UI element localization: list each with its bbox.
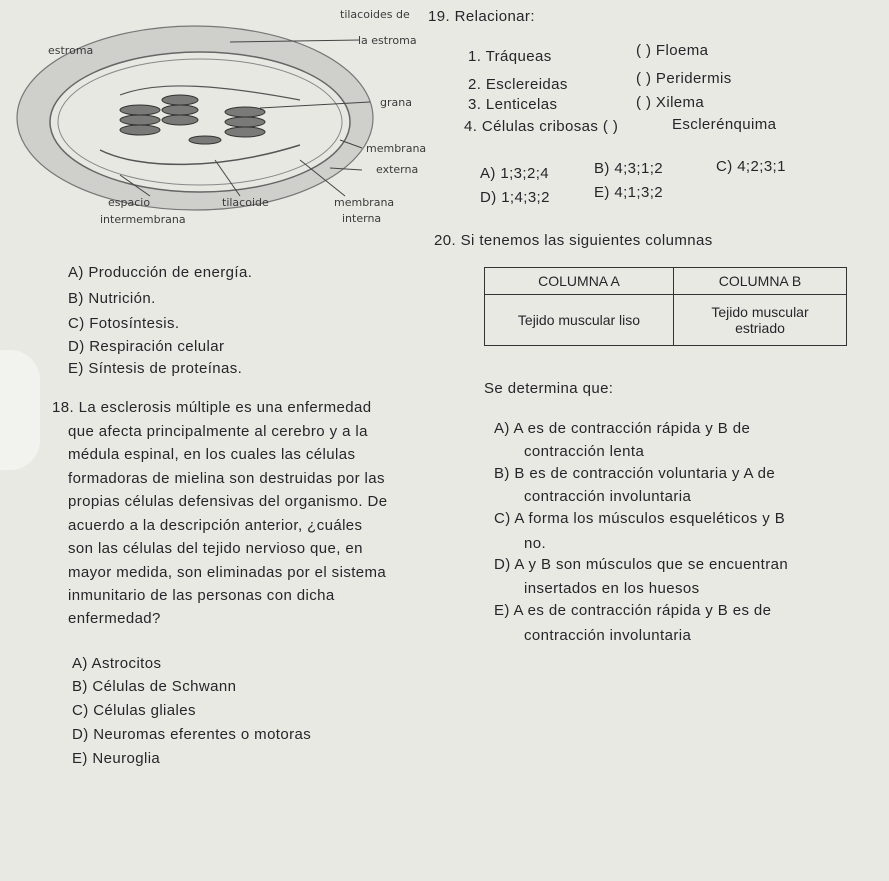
q17-option-c[interactable]: C) Fotosíntesis. — [68, 315, 180, 332]
table-cell-b — [674, 295, 847, 346]
q19-right-1: ( ) Floema — [636, 42, 709, 59]
q18-option-e[interactable]: E) Neuroglia — [72, 750, 161, 767]
label-grana: grana — [380, 96, 412, 109]
q20-option-b-cont: contracción involuntaria — [524, 488, 692, 505]
label-membrana-externa-1: membrana — [366, 142, 427, 155]
table-cell-a: Tejido muscular liso — [485, 295, 674, 346]
label-membrana-externa-2: externa — [376, 163, 419, 176]
q19-left-3: 3. Lenticelas — [468, 96, 558, 113]
q19-answer-a[interactable]: A) 1;3;2;4 — [480, 165, 550, 182]
q18-option-c[interactable]: C) Células gliales — [72, 702, 196, 719]
q19-answer-e[interactable]: E) 4;1;3;2 — [594, 184, 664, 201]
label-estroma-left: estroma — [48, 44, 94, 57]
q18-line-4: formadoras de mielina son destruidas por las — [68, 470, 385, 487]
q18-option-b[interactable]: B) Células de Schwann — [72, 678, 237, 695]
q20-option-c-cont: no. — [524, 535, 547, 552]
q18-line-8: mayor medida, son eliminadas por el sistema — [68, 564, 387, 581]
q18-line-3: médula espinal, en los cuales las células — [68, 446, 356, 463]
table-header-a: COLUMNA A — [485, 268, 674, 295]
q20-option-a[interactable]: A) A es de contracción rápida y B de — [494, 420, 751, 437]
q20-option-e[interactable]: E) A es de contracción rápida y B es de — [494, 602, 772, 619]
q18-option-d[interactable]: D) Neuromas eferentes o motoras — [72, 726, 312, 743]
table-header-row — [485, 268, 847, 295]
q18-line-7: son las células del tejido nervioso que, en — [68, 540, 363, 557]
q20-option-d-cont: insertados en los huesos — [524, 580, 700, 597]
q20-option-b[interactable]: B) B es de contracción voluntaria y A de — [494, 465, 776, 482]
label-estroma-right: la estroma — [358, 34, 417, 47]
q18-line-9: inmunitario de las personas con dicha — [68, 587, 335, 604]
q20-columns-table — [484, 267, 847, 346]
q19-right-2: ( ) Peridermis — [636, 70, 732, 87]
q18-line-1: 18. La esclerosis múltiple es una enfermedad — [52, 399, 372, 416]
q19-left-4: 4. Células cribosas ( ) — [464, 118, 619, 135]
q17-option-a[interactable]: A) Producción de energía. — [68, 264, 253, 281]
q19-title: 19. Relacionar: — [428, 8, 535, 25]
label-membrana-interna-2: interna — [342, 212, 382, 225]
table-row — [485, 295, 847, 346]
q17-option-b[interactable]: B) Nutrición. — [68, 290, 156, 307]
q18-line-6: acuerdo a la descripción anterior, ¿cuáles — [68, 517, 363, 534]
q19-right-4: Esclerénquima — [672, 116, 777, 133]
q18-line-2: que afecta principalmente al cerebro y a la — [68, 423, 368, 440]
q18-line-5: propias células defensivas del organismo. De — [68, 493, 388, 510]
diagram-top-caption: tilacoides de — [340, 8, 410, 21]
label-espacio-2: intermembrana — [100, 213, 186, 226]
table-header-b: COLUMNA B — [674, 268, 847, 295]
q19-left-1: 1. Tráqueas — [468, 48, 552, 65]
q20-option-a-cont: contracción lenta — [524, 443, 645, 460]
q19-right-3: ( ) Xilema — [636, 94, 705, 111]
q19-left-2: 2. Esclereidas — [468, 76, 568, 93]
q20-option-e-cont: contracción involuntaria — [524, 627, 692, 644]
q19-answer-c[interactable]: C) 4;2;3;1 — [716, 158, 786, 175]
q17-option-e[interactable]: E) Síntesis de proteínas. — [68, 360, 243, 377]
label-tilacoide: tilacoide — [222, 196, 269, 209]
q18-line-10: enfermedad? — [68, 610, 161, 627]
label-espacio-1: espacio — [108, 196, 151, 209]
label-membrana-interna-1: membrana — [334, 196, 395, 209]
q20-title: 20. Si tenemos las siguientes columnas — [434, 232, 713, 249]
q20-prompt: Se determina que: — [484, 380, 614, 397]
q19-answer-b[interactable]: B) 4;3;1;2 — [594, 160, 664, 177]
q17-option-d[interactable]: D) Respiración celular — [68, 338, 225, 355]
q18-option-a[interactable]: A) Astrocitos — [72, 655, 162, 672]
q20-option-d[interactable]: D) A y B son músculos que se encuentran — [494, 556, 789, 573]
q19-answer-d[interactable]: D) 1;4;3;2 — [480, 189, 550, 206]
table-cell-b-line-1: Tejido muscular — [711, 304, 809, 320]
q20-option-c[interactable]: C) A forma los músculos esqueléticos y B — [494, 510, 786, 527]
finger-shadow — [0, 350, 40, 470]
table-cell-b-line-2: estriado — [735, 320, 785, 336]
